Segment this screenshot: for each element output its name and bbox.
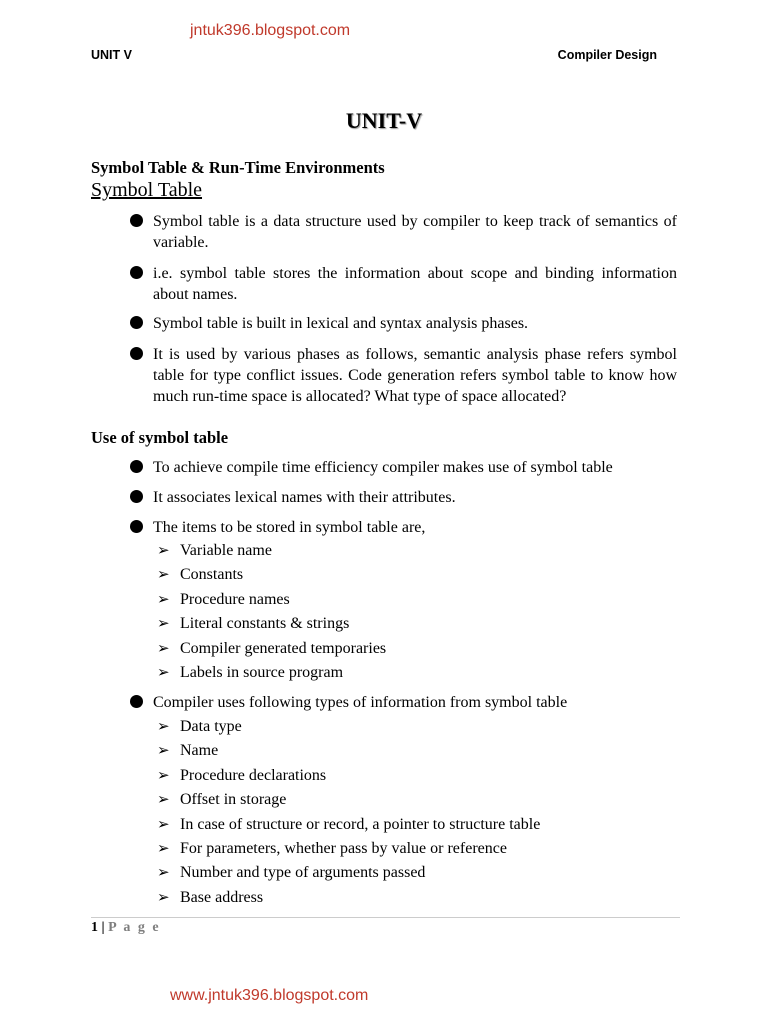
arrow-bullet-icon: ➢ — [157, 719, 170, 735]
arrow-bullet-icon: ➢ — [157, 543, 170, 559]
list-item: ➢ Labels in source program — [157, 661, 386, 685]
bullet-icon — [130, 490, 143, 503]
list-item: It associates lexical names with their attributes. — [130, 487, 677, 508]
list-item: Symbol table is a data structure used by compiler to keep track of semantics of variable. — [130, 211, 677, 253]
info-bullet-list — [130, 692, 677, 713]
watermark-bottom: www.jntuk396.blogspot.com — [170, 987, 369, 1004]
list-item: ➢ Offset in storage — [157, 788, 540, 812]
list-item: Symbol table is built in lexical and syntax analysis phases. — [130, 313, 677, 334]
list-item: The items to be stored in symbol table are, — [130, 517, 677, 538]
bullet-icon — [130, 266, 143, 279]
symbol-table-heading: Symbol Table — [91, 179, 203, 201]
arrow-bullet-icon: ➢ — [157, 816, 170, 833]
info-items-list — [157, 715, 540, 910]
header-subject: Compiler Design — [557, 48, 657, 62]
bullet-icon — [130, 214, 143, 227]
use-bullet-list — [130, 457, 677, 538]
arrow-bullet-icon: ➢ — [157, 665, 170, 682]
arrow-bullet-icon: ➢ — [157, 616, 170, 633]
list-item: ➢ Number and type of arguments passed — [157, 861, 540, 885]
bullet-icon — [130, 695, 143, 708]
arrow-bullet-icon: ➢ — [157, 567, 170, 584]
page-label: P a g e — [108, 920, 161, 935]
page-number-footer — [91, 920, 161, 936]
list-item: ➢ Constants — [157, 563, 386, 587]
bullet-icon — [130, 347, 143, 360]
arrow-bullet-icon: ➢ — [157, 640, 170, 657]
list-item: ➢ Data type — [157, 715, 540, 739]
list-item: ➢ Variable name — [157, 539, 386, 563]
footer-divider — [91, 917, 680, 918]
bullet-icon — [130, 460, 143, 473]
list-item: ➢ Compiler generated temporaries — [157, 637, 386, 661]
list-item: ➢ For parameters, whether pass by value or reference — [157, 837, 540, 861]
list-item: It is used by various phases as follows, semantic analysis phase refers symbol table for type conflict issues. Code generation refers symbol table to know how much run-time space is allocated? What type of space allocated? — [130, 344, 677, 407]
header-unit: UNIT V — [91, 48, 132, 62]
page-number: 1 — [91, 920, 98, 935]
list-item: ➢ Procedure names — [157, 588, 386, 612]
list-item: ➢ Procedure declarations — [157, 764, 540, 788]
arrow-bullet-icon: ➢ — [157, 591, 170, 608]
list-item: Compiler uses following types of information from symbol table — [130, 692, 677, 713]
list-item: ➢ Name — [157, 739, 540, 763]
watermark-top: jntuk396.blogspot.com — [190, 22, 351, 39]
arrow-bullet-icon: ➢ — [157, 743, 170, 760]
arrow-bullet-icon: ➢ — [157, 865, 170, 882]
arrow-bullet-icon: ➢ — [157, 889, 170, 906]
list-item: ➢ Base address — [157, 886, 540, 910]
arrow-bullet-icon: ➢ — [157, 767, 170, 784]
intro-bullet-list — [130, 211, 677, 407]
bullet-icon — [130, 316, 143, 329]
list-item: ➢ In case of structure or record, a pointer to structure table — [157, 813, 540, 837]
page-separator: | — [98, 920, 109, 935]
list-item: To achieve compile time efficiency compiler makes use of symbol table — [130, 457, 677, 478]
section-title: Symbol Table & Run-Time Environments — [91, 158, 385, 177]
use-of-symbol-table-heading: Use of symbol table — [91, 428, 229, 447]
stored-items-list — [157, 539, 386, 685]
page-title: UNIT-V — [345, 108, 423, 133]
arrow-bullet-icon: ➢ — [157, 792, 170, 809]
arrow-bullet-icon: ➢ — [157, 841, 170, 858]
bullet-icon — [130, 520, 143, 533]
list-item: i.e. symbol table stores the information about scope and binding information about names. — [130, 263, 677, 305]
list-item: ➢ Literal constants & strings — [157, 612, 386, 636]
